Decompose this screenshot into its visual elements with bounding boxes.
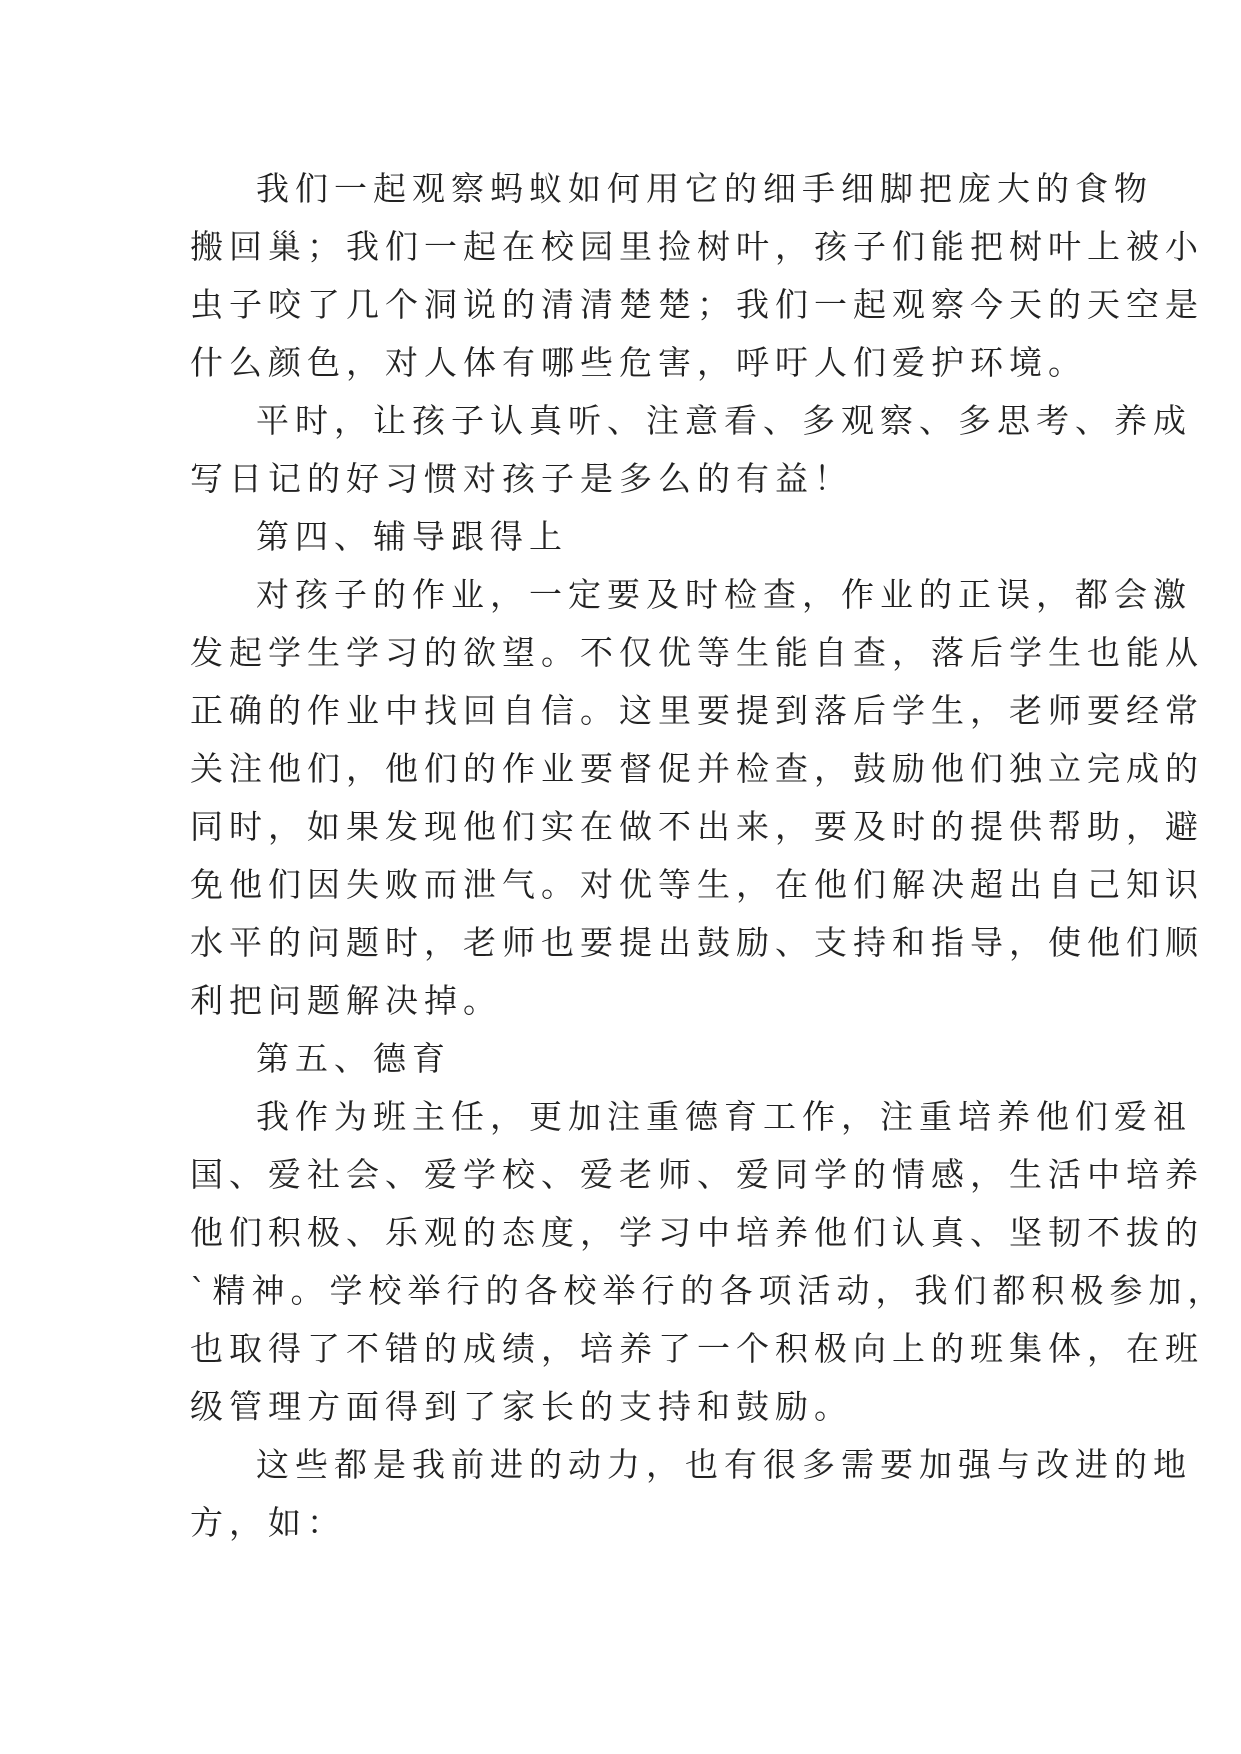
paragraph-line: 搬回巢；我们一起在校园里捡树叶，孩子们能把树叶上被小 <box>190 227 1204 266</box>
paragraph-line: 同时，如果发现他们实在做不出来，要及时的提供帮助，避 <box>190 807 1204 846</box>
paragraph-line: 免他们因失败而泄气。对优等生，在他们解决超出自己知识 <box>190 865 1204 904</box>
paragraph-line: 平时，让孩子认真听、注意看、多观察、多思考、养成 <box>256 401 1192 440</box>
paragraph-line: 写日记的好习惯对孩子是多么的有益！ <box>190 459 853 498</box>
paragraph-homework <box>190 566 1204 1030</box>
paragraph-habits <box>190 392 1192 508</box>
section-heading-moral-education <box>190 1030 1050 1088</box>
paragraph-line: 虫子咬了几个洞说的清清楚楚；我们一起观察今天的天空是 <box>190 285 1204 324</box>
paragraph-line: 他们积极、乐观的态度，学习中培养他们认真、坚韧不拔的 <box>190 1213 1204 1252</box>
paragraph-line: 对孩子的作业，一定要及时检查，作业的正误，都会激 <box>256 575 1192 614</box>
document-body <box>190 160 1227 1552</box>
paragraph-line: 方，如： <box>190 1503 346 1542</box>
paragraph-line: 我作为班主任，更加注重德育工作，注重培养他们爱祖 <box>256 1097 1192 1136</box>
paragraph-line: 我们一起观察蚂蚁如何用它的细手细脚把庞大的食物 <box>256 169 1153 208</box>
paragraph-line: 级管理方面得到了家长的支持和鼓励。 <box>190 1387 853 1426</box>
paragraph-motivation <box>190 1436 1192 1552</box>
paragraph-line: 水平的问题时，老师也要提出鼓励、支持和指导，使他们顺 <box>190 923 1204 962</box>
paragraph-line: 利把问题解决掉。 <box>190 981 502 1020</box>
paragraph-line: 什么颜色，对人体有哪些危害，呼吁人们爱护环境。 <box>190 343 1087 382</box>
section-heading-tutoring <box>190 508 1050 566</box>
paragraph-ant-observation <box>190 160 1204 392</box>
section-heading: 第五、德育 <box>256 1039 451 1078</box>
section-heading: 第四、辅导跟得上 <box>256 517 568 556</box>
paragraph-head-teacher <box>190 1088 1227 1436</box>
paragraph-line: 也取得了不错的成绩，培养了一个积极向上的班集体，在班 <box>190 1329 1204 1368</box>
paragraph-line: 这些都是我前进的动力，也有很多需要加强与改进的地 <box>256 1445 1192 1484</box>
paragraph-line: 发起学生学习的欲望。不仅优等生能自查，落后学生也能从 <box>190 633 1204 672</box>
paragraph-line: 正确的作业中找回自信。这里要提到落后学生，老师要经常 <box>190 691 1204 730</box>
paragraph-line: 关注他们，他们的作业要督促并检查，鼓励他们独立完成的 <box>190 749 1204 788</box>
paragraph-line: 国、爱社会、爱学校、爱老师、爱同学的情感，生活中培养 <box>190 1155 1204 1194</box>
paragraph-line: `精神。学校举行的各校举行的各项活动，我们都积极参加， <box>190 1271 1227 1310</box>
